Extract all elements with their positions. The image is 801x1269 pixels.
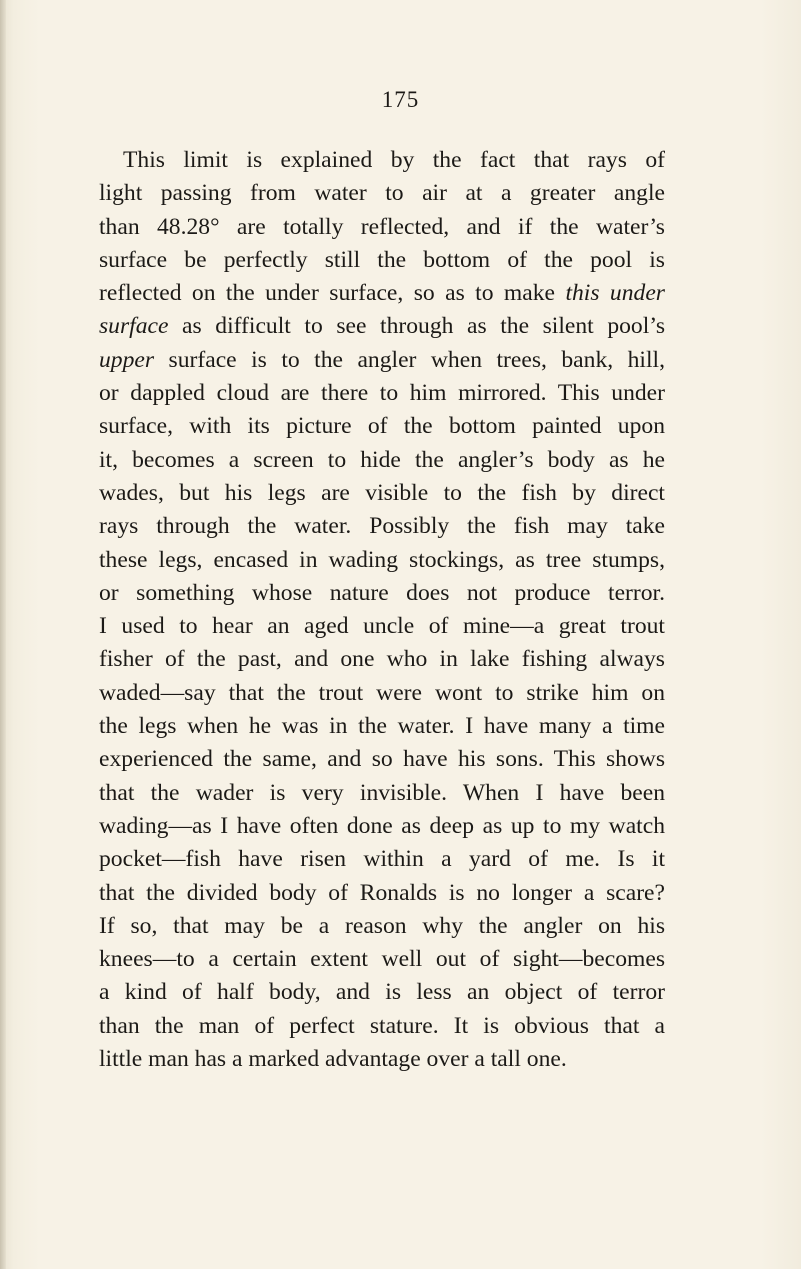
text-segment: as difficult to see through as the silent pool’s xyxy=(168,313,665,340)
text-line: surface be perfectly still the bottom of the pool is xyxy=(99,246,665,273)
text-line: fisher of the past, and one who in lake fishing always xyxy=(99,646,665,673)
text-line: these legs, encased in wading stockings, as tree stumps, xyxy=(99,546,665,573)
text-line: than 48.28° are totally reflected, and if the water’s xyxy=(99,213,665,240)
text-line: knees—to a certain extent well out of sight—becomes xyxy=(99,946,665,973)
text-line: This limit is explained by the fact that rays of xyxy=(123,147,665,173)
text-line: that the wader is very invisible. When I have been xyxy=(99,779,665,806)
italic-text-segment: upper xyxy=(99,346,155,373)
italic-text-segment: surface xyxy=(99,313,169,340)
text-line: I used to hear an aged uncle of mine—a great trout xyxy=(99,613,665,640)
text-line: wading—as I have often done as deep as up to my watch xyxy=(99,812,665,839)
text-line xyxy=(99,344,665,377)
text-line xyxy=(99,277,665,310)
text-segment: reflected on the under surface, so as to make xyxy=(99,280,566,307)
text-line: surface, with its picture of the bottom painted upon xyxy=(99,413,665,440)
text-line xyxy=(99,310,665,343)
text-line: little man has a marked advantage over a tall one. xyxy=(99,1046,567,1073)
italic-text-segment: this under xyxy=(565,280,665,307)
text-line: it, becomes a screen to hide the angler’s body as he xyxy=(99,446,665,473)
text-segment: surface is to the angler when trees, bank, hill, xyxy=(154,346,665,373)
text-line: than the man of perfect stature. It is obvious that a xyxy=(99,1012,665,1039)
page-binding-edge xyxy=(0,0,6,1269)
text-line: a kind of half body, and is less an object of terror xyxy=(99,979,665,1006)
text-line: or something whose nature does not produce terror. xyxy=(99,579,665,606)
text-line: wades, but his legs are visible to the fish by direct xyxy=(99,479,665,506)
text-line: pocket—fish have risen within a yard of me. Is it xyxy=(99,846,665,873)
text-line: or dappled cloud are there to him mirrored. This under xyxy=(99,380,665,407)
text-line: rays through the water. Possibly the fish may take xyxy=(99,513,665,540)
body-paragraph xyxy=(99,144,665,1076)
text-line: the legs when he was in the water. I have many a time xyxy=(99,713,665,740)
text-line: light passing from water to air at a greater angle xyxy=(99,180,665,207)
text-line: If so, that may be a reason why the angler on his xyxy=(99,912,665,939)
text-line: experienced the same, and so have his sons. This shows xyxy=(99,746,665,773)
text-line: waded—say that the trout were wont to strike him on xyxy=(99,679,665,706)
page-number: 175 xyxy=(381,87,420,112)
text-line: that the divided body of Ronalds is no longer a scare? xyxy=(99,879,665,906)
